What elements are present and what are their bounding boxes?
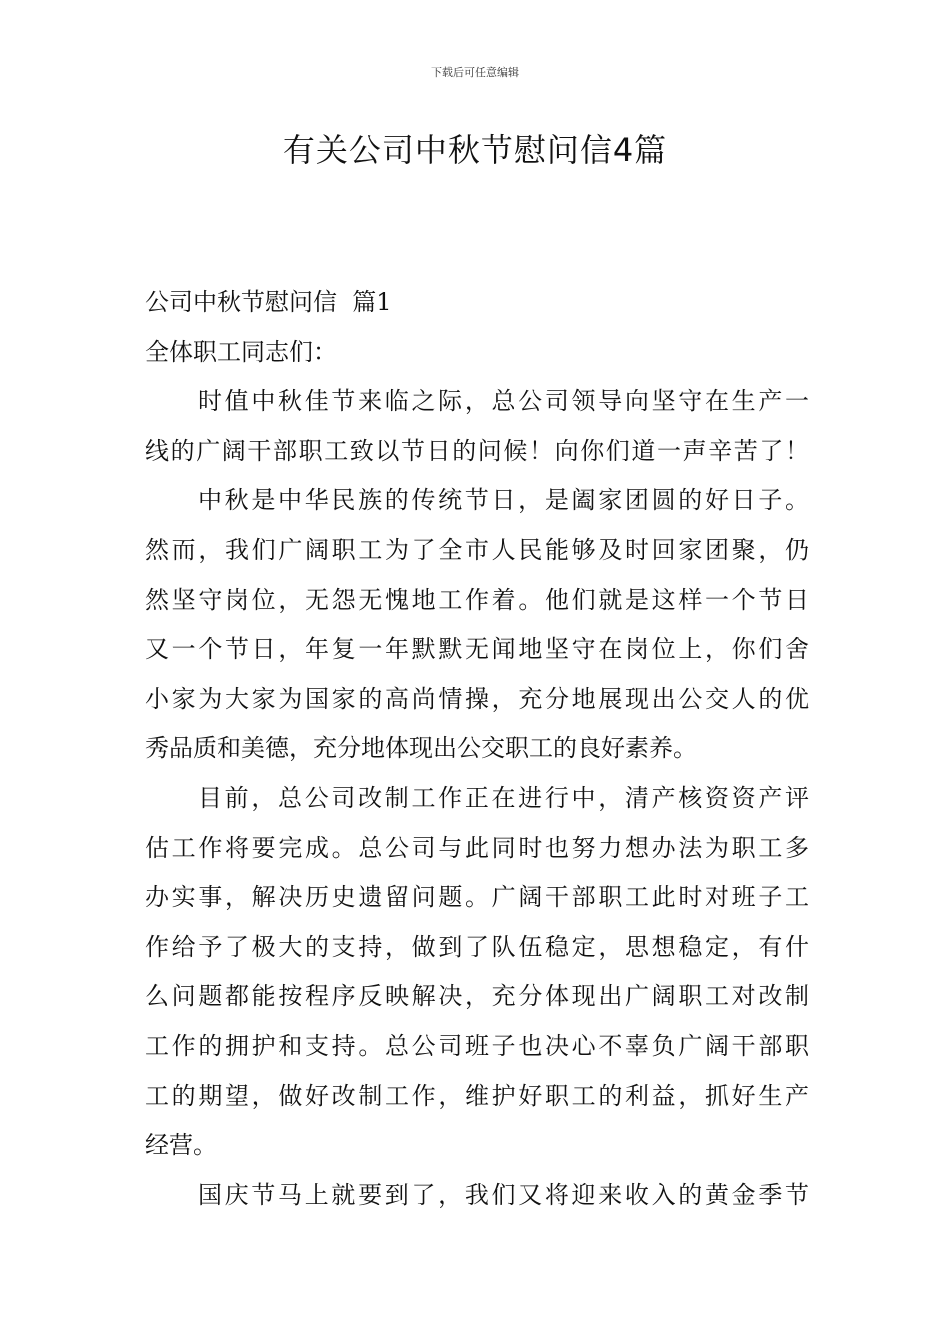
paragraph-line: 然坚守岗位，无怨无愧地工作着。他们就是这样一个节日 [145,585,809,614]
document-title: 有关公司中秋节慰问信4篇 [282,131,668,169]
header-note: 下载后可任意编辑 [431,66,519,79]
paragraph-line: 国庆节马上就要到了，我们又将迎来收入的黄金季节 [198,1180,809,1209]
paragraph-line: 然而，我们广阔职工为了全市人民能够及时回家团聚，仍 [145,535,809,564]
paragraph-line: 时值中秋佳节来临之际，总公司领导向坚守在生产一 [198,387,809,416]
salutation: 全体职工同志们： [145,337,337,366]
paragraph [145,1171,809,1221]
paragraph-line: 线的广阔干部职工致以节日的问候！向你们道一声辛苦了！ [145,436,809,465]
paragraph-line: 办实事，解决历史遗留问题。广阔干部职工此时对班子工 [145,883,809,912]
paragraph-line: 又一个节日，年复一年默默无闻地坚守在岗位上，你们舍 [145,635,809,664]
paragraph-line: 秀品质和美德，充分地体现出公交职工的良好素养。 [145,734,697,763]
paragraph-line: 作给予了极大的支持，做到了队伍稳定，思想稳定，有什 [145,932,809,961]
paragraph-line: 小家为大家为国家的高尚情操，充分地展现出公交人的优 [145,684,809,713]
paragraph [145,476,809,774]
section-heading: 公司中秋节慰问信 篇1 [145,288,392,316]
paragraph-line: 么问题都能按程序反映解决，充分体现出广阔职工对改制 [145,982,809,1011]
paragraph [145,377,809,476]
paragraph-line: 工的期望，做好改制工作，维护好职工的利益，抓好生产 [145,1081,809,1110]
paragraph-line: 估工作将要完成。总公司与此同时也努力想办法为职工多 [145,833,809,862]
paragraph-line: 中秋是中华民族的传统节日，是阖家团圆的好日子。 [198,486,809,515]
paragraph-line: 工作的拥护和支持。总公司班子也决心不辜负广阔干部职 [145,1031,809,1060]
paragraph-line: 目前，总公司改制工作正在进行中，清产核资资产评 [198,783,809,812]
document-body [145,278,809,1220]
paragraph [145,774,809,1171]
paragraph-line: 经营。 [145,1131,217,1160]
